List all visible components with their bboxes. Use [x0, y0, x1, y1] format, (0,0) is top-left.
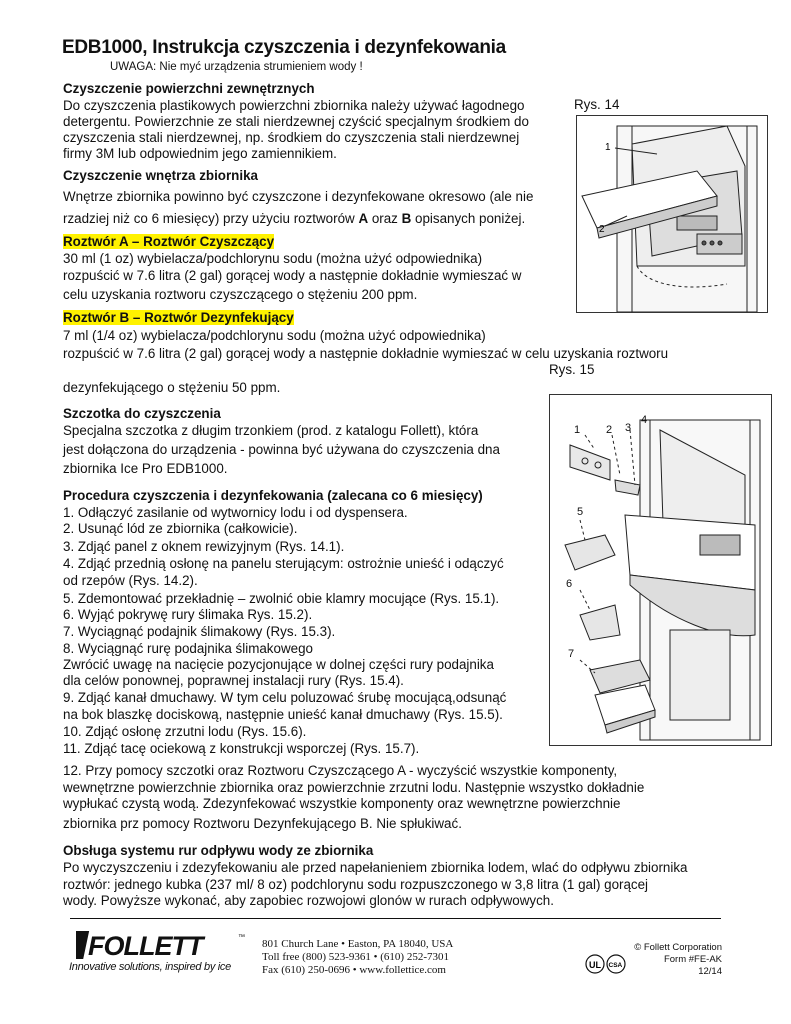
paragraph-line: celu uzyskania roztworu czyszczącego o stężeniu 200 ppm. [63, 287, 418, 302]
paragraph-line: Po wyczyszczeniu i zdezyfekowaniu ale przed napełanieniem zbiornika lodem, wlać do odpływu zbiornika [63, 860, 688, 875]
procedure-step: 4. Zdjąć przednią osłonę na panelu sterującym: ostrożnie unieść i odączyć [63, 556, 504, 571]
paragraph-line: dezynfekującego o stężeniu 50 ppm. [63, 380, 281, 395]
follett-logo-mark [76, 927, 248, 961]
copyright: © Follett Corporation [634, 942, 722, 953]
section-heading-procedure: Procedura czyszczenia i dezynfekowania (zalecana co 6 miesięcy) [63, 488, 483, 503]
procedure-step: 2. Usunąć lód ze zbiornika (całkowicie). [63, 521, 298, 536]
paragraph-line: detergentu. Powierzchnie ze stali nierdzewnej czyścić specjalnym środkiem do [63, 114, 529, 129]
procedure-step: 8. Wyciągnąć rurę podajnika ślimakowego [63, 641, 313, 656]
paragraph-line: firmy 3M lub odpowiednim jego zamiennikiem. [63, 146, 337, 161]
page-title: EDB1000, Instrukcja czyszczenia i dezynfekowania [62, 37, 506, 58]
procedure-step: 3. Zdjąć panel z oknem rewizyjnym (Rys. 14.1). [63, 539, 345, 554]
figure-15-callout: 5 [577, 506, 584, 518]
procedure-step: wypłukać czystą wodą. Zdezynfekować wszystkie komponenty oraz wewnętrzne powierzchnie [63, 796, 621, 811]
fax-web-line: Fax (610) 250-0696 • www.follettice.com [262, 964, 446, 976]
paragraph-line: czyszczenia stali nierdzewnej, np. środkiem do czyszczenia stali nierdzewnej [63, 130, 520, 145]
follett-logo [76, 927, 248, 961]
figure-14-label: Rys. 14 [574, 97, 620, 112]
procedure-step: 7. Wyciągnąć podajnik ślimakowy (Rys. 15.3). [63, 624, 336, 639]
paragraph-line: 7 ml (1/4 oz) wybielacza/podchlorynu sodu (można użyć odpowiednika) [63, 328, 486, 343]
paragraph-line: roztwór: jednego kubka (237 ml/ 8 oz) podchlorynu sodu rozpuszczonego w 3,8 litra (1 gal) gorącej [63, 877, 649, 892]
paragraph-line: Wnętrze zbiornika powinno być czyszczone i dezynfekowane okresowo (ale nie [63, 189, 534, 204]
paragraph-line-solutions: rzadziej niż co 6 miesięcy) przy użyciu roztworów A oraz B opisanych poniżej. [63, 211, 526, 226]
revision-date: 12/14 [698, 966, 722, 977]
figure-14-callout: 2 [599, 224, 605, 235]
procedure-step: 9. Zdjąć kanał dmuchawy. W tym celu poluzować śrubę mocującą,odsunąć [63, 690, 507, 705]
trademark-symbol: ™ [238, 934, 245, 941]
figure-15-callout: 1 [574, 424, 581, 436]
solution-a-heading: Roztwór A – Roztwór Czyszczący [63, 234, 275, 249]
procedure-step: 6. Wyjąć pokrywę rury ślimaka Rys. 15.2). [63, 607, 313, 622]
figure-15-callout: 3 [625, 422, 632, 434]
procedure-step: wewnętrzne powierzchnie zbiornika oraz powierzchnie zrzutni lodu. Następnie wszystko dokładnie [63, 780, 645, 795]
figure-15 [549, 394, 772, 746]
certification-marks [585, 953, 631, 975]
figure-15-callout: 7 [568, 648, 575, 660]
csa-mark-text: CSA [608, 962, 623, 969]
paragraph-line: 30 ml (1 oz) wybielacza/podchlorynu sodu (można użyć odpowiednika) [63, 251, 483, 266]
section-heading-drain: Obsługa systemu rur odpływu wody ze zbiornika [63, 843, 374, 858]
procedure-step: 1. Odłączyć zasilanie od wytwornicy lodu i od dyspensera. [63, 505, 408, 520]
tagline: Innovative solutions, inspired by ice [69, 961, 231, 973]
figure-15-callout: 2 [606, 424, 613, 436]
paragraph-line: rozpuścić w 7.6 litra (2 gal) gorącej wody a następnie dokładnie wymieszać w celu uzyskania roztworu [63, 346, 669, 361]
figure-14-drawing [577, 116, 767, 312]
procedure-step: zbiornika prz pomocy Roztworu Dezynfekującego B. Nie spłukiwać. [63, 816, 462, 831]
procedure-step: Zwrócić uwagę na nacięcie pozycjonujące w dolnej części rury podajnika [63, 657, 494, 672]
figure-15-callout: 4 [641, 414, 648, 426]
phone-line: Toll free (800) 523-9361 • (610) 252-7301 [262, 951, 449, 963]
procedure-step: dla celów ponownej, poprawnej instalacji rury (Rys. 15.4). [63, 673, 404, 688]
figure-15-callout: 6 [566, 578, 573, 590]
paragraph-line: Specjalna szczotka z długim trzonkiem (prod. z katalogu Follett), która [63, 423, 479, 438]
figure-14 [576, 115, 768, 313]
figure-15-drawing [550, 395, 771, 745]
section-heading-brush: Szczotka do czyszczenia [63, 406, 221, 421]
paragraph-line: zbiornika Ice Pro EDB1000. [63, 461, 228, 476]
paragraph-line: wody. Powyższe wykonać, aby zapobiec rozwojowi glonów w rurach odpływowych. [63, 893, 554, 908]
procedure-step: 5. Zdemontować przekładnię – zwolnić obie klamry mocujące (Rys. 15.1). [63, 591, 500, 606]
procedure-step: 11. Zdjąć tacę ociekową z konstrukcji wsporczej (Rys. 15.7). [63, 741, 420, 756]
procedure-step: 12. Przy pomocy szczotki oraz Roztworu Czyszczącego A - wyczyścić wszystkie komponenty, [63, 763, 618, 778]
section-heading-exterior: Czyszczenie powierzchni zewnętrznych [63, 81, 315, 96]
form-number: Form #FE-AK [663, 954, 722, 965]
footer-rule [70, 918, 721, 919]
figure-14-callout: 1 [605, 142, 611, 153]
solution-b-heading: Roztwór B – Roztwór Dezynfekujący [63, 310, 294, 325]
procedure-step: 10. Zdjąć osłonę zrzutni lodu (Rys. 15.6). [63, 724, 307, 739]
procedure-step: od rzepów (Rys. 14.2). [63, 573, 198, 588]
procedure-step: na bok blaszkę dociskową, następnie unieść kanał dmuchawy (Rys. 15.5). [63, 707, 503, 722]
follett-logo-text: FOLLETT [88, 931, 203, 961]
section-heading-interior: Czyszczenie wnętrza zbiornika [63, 168, 258, 183]
paragraph-line: rozpuścić w 7.6 litra (2 gal) gorącej wody a następnie dokładnie wymieszać w [63, 268, 522, 283]
warning-note: UWAGA: Nie myć urządzenia strumieniem wody ! [110, 61, 363, 73]
address-line: 801 Church Lane • Easton, PA 18040, USA [262, 938, 454, 950]
paragraph-line: Do czyszczenia plastikowych powierzchni zbiornika należy używać łagodnego [63, 98, 525, 113]
ul-mark-text: UL [589, 960, 601, 970]
paragraph-line: jest dołączona do urządzenia - powinna być używana do czyszczenia dna [63, 442, 500, 457]
figure-15-label: Rys. 15 [549, 362, 595, 377]
